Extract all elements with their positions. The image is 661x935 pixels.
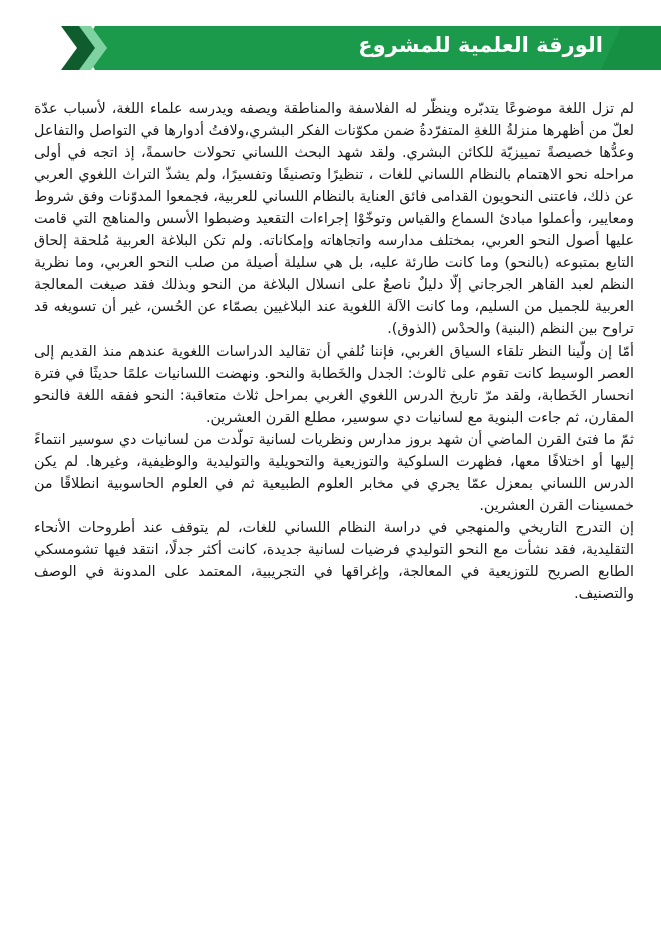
paragraph-1: لم تزل اللغة موضوعًا يتدبّره وينظّر له الفلاسفة والمناطقة ويصفه ويدرسه علماء اللغة، لأسباب عدّة لعلّ من أظهرها منزلةُ اللغةِ المتفرّدةُ ضمن مكوّنات الفكر البشري،ولافتُ أدوارها في التواصل والتفاعل وعدُّها خصيصةً تمييزيّة للكائن البشري. ولقد شهد البحث اللساني تحولات حاسمةً، إذ اتجه في أولى مراحله نحو الاهتمام بالنظام اللساني للغات ، تنظيرًا وتصنيفًا وتفسيرًا، ولم يشذّ التراث اللغوي العربي عن ذلك، فاعتنى النحويون القدامى فائق العناية بالنظام اللساني للعربية، فجمعوا المدوّنات وفق شروط ومعايير، وأعملوا مبادئ السماع والقياس وتوخّوْا إجراءات التقعيد وضبطوا الأسس والمناهج التي قامت عليها أصول النحو العربي، بمختلف مدارسه واتجاهاته وإمكاناته. ولم تكن البلاغة العربية مُلحقة إلحاق التابع بمتبوعه (بالنحو) وما كانت طارئة عليه، بل هي سليلة أصيلة من صلب النحو العربي، وما نظرية النظم لعبد القاهر الجرجاني إلّا دليلٌ ناصعٌ على انسلال البلاغة من النحو وبذلك فقد صيغت المعالجة العربية للجميل من السليم، وما كانت الآلة اللغوية عند البلاغيين بصمّاء عن الحُسن، غير أن تسويغه قد تراوح بين النظم (البنية) والحدْس (الذوق).: [33, 101, 634, 338]
document-body: [34, 98, 634, 605]
page-title: الورقة العلمية للمشروع: [358, 33, 603, 57]
paragraph-2: أمّا إن ولّينا النظر تلقاء السياق الغربي، فإننا نُلفي أن تقاليد الدراسات اللغوية عندهم منذ القديم إلى العصر الوسيط كانت تقوم على ثالوث: الجدل والخَطابة والنحو. ونهضت اللسانيات علمًا حديثًا في فترة انحسار الخَطابة، ولقد مرّ تاريخ الدرس اللغوي الغربي بمراحل ثلاث متعاقبة: النحو ففقه اللغة فالنحو المقارن، ثم جاءت البنوية مع لسانيات دي سوسير، مطلع القرن العشرين.: [34, 343, 634, 426]
paragraph-4: إن التدرج التاريخي والمنهجي في دراسة النظام اللساني للغات، لم يتوقف عند أطروحات الأنحاء التقليدية، فقد نشأت مع النحو التوليدي فرضيات لسانية جديدة، كانت أكثر جدلًا، انتقد فيها تشومسكي الطابع الصريح للتوزيعية في المعالجة، وإغراقها في التجريبية، المعتمد على المدونة في الوصف والتصنيف.: [34, 519, 634, 603]
paragraph-3: ثمّ ما فتئ القرن الماضي أن شهد بروز مدارس ونظريات لسانية تولّدت من لسانيات دي سوسير انتماءً إليها أو اختلافًا معها، فظهرت السلوكية والتوزيعية والتحويلية والتوليدية والوظيفية، وغيرها. لم يكن الدرس اللساني بمعزل عمّا يجري في مخابر العلوم الطبيعية ثم في العلوم الحاسوبية انطلاقًا من خمسينات القرن العشرين.: [34, 431, 634, 514]
page-header: [61, 26, 661, 70]
